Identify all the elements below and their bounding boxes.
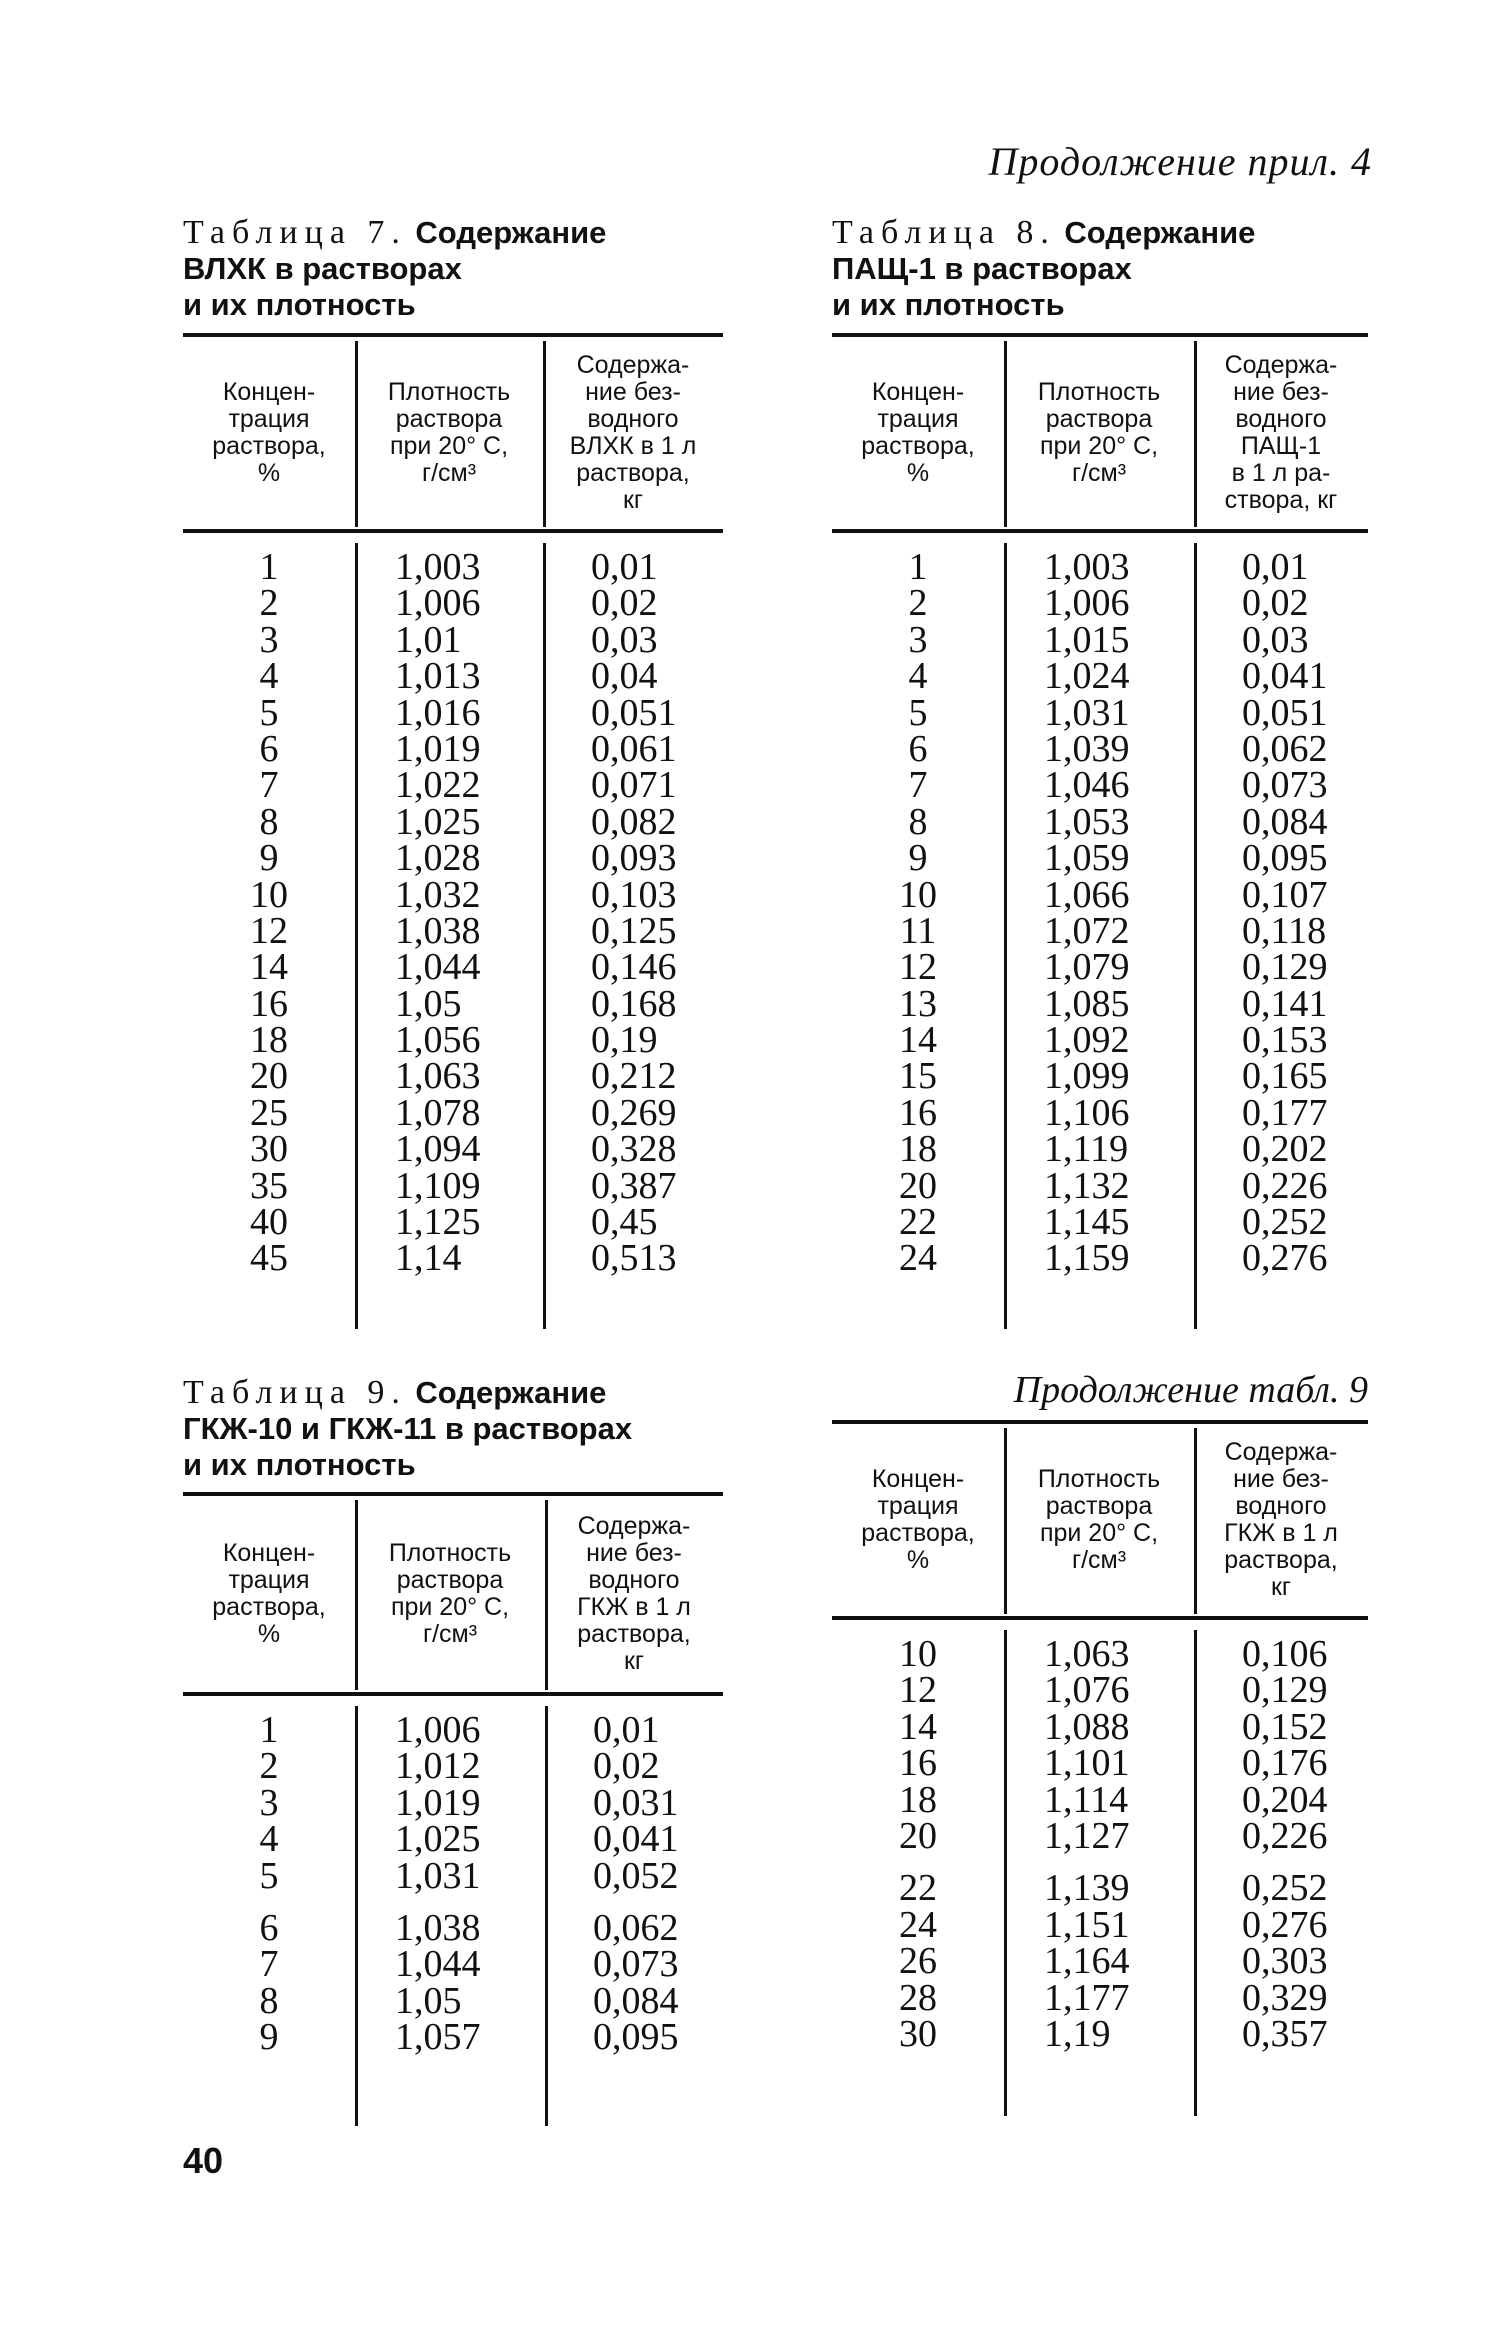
content-cell: 0,073 [593, 1943, 679, 1986]
content-cell: 0,052 [593, 1854, 679, 1897]
table-row [832, 1091, 1368, 1134]
table-header-cell: Концен- трация раствора, % [861, 378, 975, 487]
table-row [832, 1669, 1368, 1712]
content-cell: 0,212 [591, 1055, 677, 1098]
table-row [183, 1164, 723, 1207]
table-row [832, 582, 1368, 625]
density-cell: 1,159 [1044, 1237, 1130, 1280]
concentration-cell: 5 [259, 691, 279, 734]
density-cell: 1,053 [1044, 800, 1130, 843]
density-cell: 1,028 [395, 837, 481, 880]
concentration-cell: 4 [259, 1818, 279, 1861]
table-row [832, 1019, 1368, 1062]
content-cell: 0,095 [593, 2016, 679, 2059]
concentration-cell: 9 [908, 837, 928, 880]
table-row [183, 1709, 723, 1751]
table-row [183, 1201, 723, 1244]
concentration-cell: 8 [908, 800, 928, 843]
density-cell: 1,119 [1044, 1128, 1129, 1171]
concentration-cell: 3 [259, 1781, 279, 1824]
content-cell: 0,041 [1242, 655, 1328, 698]
table-header-cell: Концен- трация раствора, % [212, 378, 326, 487]
concentration-cell: 16 [899, 1091, 937, 1134]
table-row [183, 764, 723, 807]
density-cell: 1,085 [1044, 982, 1130, 1025]
table-row [832, 1814, 1368, 1857]
table-row [183, 1818, 723, 1861]
content-cell: 0,152 [1242, 1705, 1328, 1748]
density-cell: 1,038 [395, 1906, 481, 1949]
table-row [183, 909, 723, 952]
content-cell: 0,118 [1242, 909, 1327, 952]
concentration-cell: 10 [899, 873, 937, 916]
concentration-cell: 35 [250, 1164, 288, 1207]
table8-caption-title: Содержание ПАЩ-1 в растворах и их плотность [832, 215, 1256, 322]
table-row [183, 800, 723, 843]
content-cell: 0,095 [1242, 837, 1328, 880]
content-cell: 0,252 [1242, 1867, 1328, 1910]
content-cell: 0,45 [591, 1201, 658, 1244]
density-cell: 1,059 [1044, 837, 1130, 880]
content-cell: 0,269 [591, 1091, 677, 1134]
table-header-cell: Содержа- ние без- водного ГКЖ в 1 л раствора, кг [1224, 1438, 1338, 1601]
table-header-cell: Плотность раствора при 20° С, г/см³ [1037, 1465, 1161, 1574]
table8 [832, 333, 1368, 1333]
concentration-cell: 2 [259, 1745, 279, 1788]
content-cell: 0,02 [1242, 582, 1309, 625]
content-cell: 0,252 [1242, 1201, 1328, 1244]
concentration-cell: 4 [908, 655, 928, 698]
content-cell: 0,129 [1242, 1669, 1328, 1712]
concentration-cell: 7 [259, 1943, 279, 1986]
table-row [832, 1633, 1368, 1675]
concentration-cell: 18 [250, 1019, 288, 1062]
concentration-cell: 12 [899, 946, 937, 989]
density-cell: 1,14 [395, 1237, 462, 1280]
table-row [832, 1705, 1368, 1748]
page-header: Продолжение прил. 4 [988, 139, 1372, 184]
table-row [183, 1854, 723, 1897]
density-cell: 1,139 [1044, 1867, 1130, 1910]
density-cell: 1,044 [395, 1943, 481, 1986]
table-row [832, 946, 1368, 989]
concentration-cell: 3 [908, 618, 928, 661]
table-row [832, 727, 1368, 770]
table9-caption-title: Содержание ГКЖ-10 и ГКЖ-11 в растворах и их плотность [183, 1375, 633, 1482]
table-body [832, 546, 1368, 1280]
table-row [832, 618, 1368, 661]
content-cell: 0,093 [591, 837, 677, 880]
concentration-cell: 6 [259, 1906, 279, 1949]
density-cell: 1,006 [395, 1709, 481, 1751]
content-cell: 0,328 [591, 1128, 677, 1171]
density-cell: 1,032 [395, 873, 481, 916]
content-cell: 0,226 [1242, 1164, 1328, 1207]
table-header-cell: Концен- трация раствора, % [212, 1539, 326, 1648]
content-cell: 0,129 [1242, 946, 1328, 989]
table8-caption [832, 215, 1392, 323]
table-header-cell: Содержа- ние без- водного ПАЩ-1 в 1 л ра- створа, кг [1224, 351, 1338, 514]
concentration-cell: 24 [899, 1237, 937, 1280]
table-row [832, 2012, 1368, 2055]
density-cell: 1,127 [1044, 1814, 1130, 1857]
table-row [183, 727, 723, 770]
density-cell: 1,046 [1044, 764, 1130, 807]
concentration-cell: 40 [250, 1201, 288, 1244]
table9 [183, 1492, 723, 2132]
density-cell: 1,132 [1044, 1164, 1130, 1207]
content-cell: 0,357 [1242, 2012, 1328, 2055]
concentration-cell: 8 [259, 1979, 279, 2022]
concentration-cell: 24 [899, 1903, 937, 1946]
concentration-cell: 1 [259, 546, 279, 588]
density-cell: 1,003 [395, 546, 481, 588]
density-cell: 1,05 [395, 982, 462, 1025]
table-row [832, 1778, 1368, 1821]
concentration-cell: 20 [899, 1814, 937, 1857]
table-top-rule [832, 333, 1368, 337]
content-cell: 0,062 [593, 1906, 679, 1949]
density-cell: 1,056 [395, 1019, 481, 1062]
content-cell: 0,106 [1242, 1633, 1328, 1675]
density-cell: 1,038 [395, 909, 481, 952]
density-cell: 1,025 [395, 800, 481, 843]
content-cell: 0,061 [591, 727, 677, 770]
table-row [832, 1201, 1368, 1244]
concentration-cell: 15 [899, 1055, 937, 1098]
density-cell: 1,072 [1044, 909, 1130, 952]
content-cell: 0,276 [1242, 1237, 1328, 1280]
concentration-cell: 30 [899, 2012, 937, 2055]
table-row [183, 1019, 723, 1062]
concentration-cell: 26 [899, 1940, 937, 1983]
concentration-cell: 10 [250, 873, 288, 916]
concentration-cell: 2 [908, 582, 928, 625]
content-cell: 0,071 [591, 764, 677, 807]
content-cell: 0,153 [1242, 1019, 1328, 1062]
table-row [832, 982, 1368, 1025]
table-row [832, 1940, 1368, 1983]
table-row [832, 655, 1368, 698]
content-cell: 0,168 [591, 982, 677, 1025]
content-cell: 0,02 [593, 1745, 660, 1788]
density-cell: 1,125 [395, 1201, 481, 1244]
table-row [183, 1781, 723, 1824]
table-row [183, 1091, 723, 1134]
concentration-cell: 2 [259, 582, 279, 625]
concentration-cell: 20 [250, 1055, 288, 1098]
density-cell: 1,012 [395, 1745, 481, 1788]
concentration-cell: 12 [899, 1669, 937, 1712]
density-cell: 1,094 [395, 1128, 481, 1171]
table-row [183, 873, 723, 916]
table-header-cell: Плотность раствора при 20° С, г/см³ [387, 378, 511, 487]
density-cell: 1,076 [1044, 1669, 1130, 1712]
content-cell: 0,141 [1242, 982, 1328, 1025]
content-cell: 0,125 [591, 909, 677, 952]
content-cell: 0,303 [1242, 1940, 1328, 1983]
density-cell: 1,114 [1044, 1778, 1129, 1821]
concentration-cell: 9 [259, 837, 279, 880]
table-row [832, 1903, 1368, 1946]
content-cell: 0,01 [591, 546, 658, 588]
table-row [183, 1745, 723, 1788]
table-row [183, 982, 723, 1025]
concentration-cell: 22 [899, 1867, 937, 1910]
density-cell: 1,057 [395, 2016, 481, 2059]
concentration-cell: 5 [908, 691, 928, 734]
concentration-cell: 3 [259, 618, 279, 661]
concentration-cell: 30 [250, 1128, 288, 1171]
table-body [183, 546, 723, 1280]
content-cell: 0,073 [1242, 764, 1328, 807]
density-cell: 1,022 [395, 764, 481, 807]
table7-caption-title: Содержание ВЛХК в растворах и их плотность [183, 215, 607, 322]
content-cell: 0,084 [1242, 800, 1328, 843]
table-header-rule [183, 1692, 723, 1696]
content-cell: 0,03 [591, 618, 658, 661]
concentration-cell: 28 [899, 1976, 937, 2019]
content-cell: 0,031 [593, 1781, 679, 1824]
content-cell: 0,103 [591, 873, 677, 916]
concentration-cell: 11 [899, 909, 937, 952]
density-cell: 1,039 [1044, 727, 1130, 770]
density-cell: 1,092 [1044, 1019, 1130, 1062]
content-cell: 0,226 [1242, 1814, 1328, 1857]
table-row [832, 1867, 1368, 1910]
density-cell: 1,063 [1044, 1633, 1130, 1675]
table-row [832, 1055, 1368, 1098]
density-cell: 1,066 [1044, 873, 1130, 916]
table-row [183, 691, 723, 734]
density-cell: 1,024 [1044, 655, 1130, 698]
content-cell: 0,02 [591, 582, 658, 625]
concentration-cell: 6 [259, 727, 279, 770]
density-cell: 1,044 [395, 946, 481, 989]
content-cell: 0,513 [591, 1237, 677, 1280]
content-cell: 0,084 [593, 1979, 679, 2022]
concentration-cell: 6 [908, 727, 928, 770]
table-row [832, 1164, 1368, 1207]
content-cell: 0,387 [591, 1164, 677, 1207]
content-cell: 0,041 [593, 1818, 679, 1861]
content-cell: 0,329 [1242, 1976, 1328, 2019]
content-cell: 0,04 [591, 655, 658, 698]
table-top-rule [183, 333, 723, 337]
density-cell: 1,01 [395, 618, 462, 661]
table-row [183, 546, 723, 588]
concentration-cell: 8 [259, 800, 279, 843]
table-row [183, 655, 723, 698]
content-cell: 0,051 [591, 691, 677, 734]
concentration-cell: 22 [899, 1201, 937, 1244]
density-cell: 1,177 [1044, 1976, 1130, 2019]
content-cell: 0,19 [591, 1019, 658, 1062]
content-cell: 0,01 [1242, 546, 1309, 588]
table-header-rule [832, 1616, 1368, 1620]
concentration-cell: 5 [259, 1854, 279, 1897]
table-row [183, 1943, 723, 1986]
content-cell: 0,165 [1242, 1055, 1328, 1098]
concentration-cell: 16 [899, 1742, 937, 1785]
density-cell: 1,016 [395, 691, 481, 734]
content-cell: 0,082 [591, 800, 677, 843]
table9-caption [183, 1375, 743, 1483]
content-cell: 0,107 [1242, 873, 1328, 916]
concentration-cell: 18 [899, 1128, 937, 1171]
table-row [832, 800, 1368, 843]
table-body [832, 1633, 1368, 2055]
table-header-rule [183, 529, 723, 533]
table-row [183, 618, 723, 661]
density-cell: 1,025 [395, 1818, 481, 1861]
concentration-cell: 12 [250, 909, 288, 952]
table-row [832, 873, 1368, 916]
table-row [183, 1979, 723, 2022]
table8-caption-label: Таблица 8. [832, 214, 1056, 251]
page-number: 40 [183, 2140, 224, 2181]
density-cell: 1,05 [395, 1979, 462, 2022]
concentration-cell: 4 [259, 655, 279, 698]
table-body [183, 1709, 723, 2059]
concentration-cell: 14 [899, 1019, 937, 1062]
table-top-rule [832, 1420, 1368, 1424]
table-row [832, 1742, 1368, 1785]
content-cell: 0,01 [593, 1709, 660, 1751]
concentration-cell: 7 [259, 764, 279, 807]
density-cell: 1,019 [395, 1781, 481, 1824]
density-cell: 1,101 [1044, 1742, 1130, 1785]
concentration-cell: 1 [908, 546, 928, 588]
table7-caption-label: Таблица 7. [183, 214, 407, 251]
table-row [183, 1055, 723, 1098]
table-row [832, 1128, 1368, 1171]
density-cell: 1,019 [395, 727, 481, 770]
table-header-rule [832, 529, 1368, 533]
table-row [832, 1976, 1368, 2019]
density-cell: 1,145 [1044, 1201, 1130, 1244]
table-header-cell: Содержа- ние без- водного ВЛХК в 1 л раствора, кг [569, 351, 697, 514]
density-cell: 1,099 [1044, 1055, 1130, 1098]
content-cell: 0,146 [591, 946, 677, 989]
density-cell: 1,063 [395, 1055, 481, 1098]
density-cell: 1,088 [1044, 1705, 1130, 1748]
table-row [832, 909, 1368, 952]
content-cell: 0,051 [1242, 691, 1328, 734]
table-row [183, 946, 723, 989]
content-cell: 0,177 [1242, 1091, 1328, 1134]
density-cell: 1,006 [395, 582, 481, 625]
density-cell: 1,164 [1044, 1940, 1130, 1983]
density-cell: 1,015 [1044, 618, 1130, 661]
table-row [832, 546, 1368, 588]
table-row [183, 1906, 723, 1949]
density-cell: 1,031 [1044, 691, 1130, 734]
table-row [183, 1128, 723, 1171]
concentration-cell: 20 [899, 1164, 937, 1207]
content-cell: 0,062 [1242, 727, 1328, 770]
density-cell: 1,19 [1044, 2012, 1111, 2055]
table-header-cell: Плотность раствора при 20° С, г/см³ [1037, 378, 1161, 487]
concentration-cell: 16 [250, 982, 288, 1025]
content-cell: 0,202 [1242, 1128, 1328, 1171]
content-cell: 0,276 [1242, 1903, 1328, 1946]
table-row [832, 691, 1368, 734]
concentration-cell: 7 [908, 764, 928, 807]
concentration-cell: 1 [259, 1709, 279, 1751]
table7 [183, 333, 723, 1333]
density-cell: 1,003 [1044, 546, 1130, 588]
density-cell: 1,079 [1044, 946, 1130, 989]
density-cell: 1,109 [395, 1164, 481, 1207]
concentration-cell: 10 [899, 1633, 937, 1675]
table-header-cell: Концен- трация раствора, % [861, 1465, 975, 1574]
table9-cont-caption: Продолжение табл. 9 [1013, 1369, 1368, 1411]
content-cell: 0,176 [1242, 1742, 1328, 1785]
concentration-cell: 14 [899, 1705, 937, 1748]
table7-caption [183, 215, 743, 323]
table-header-cell: Содержа- ние без- водного ГКЖ в 1 л раствора, кг [577, 1512, 691, 1675]
table9-caption-label: Таблица 9. [183, 1374, 407, 1411]
concentration-cell: 45 [250, 1237, 288, 1280]
table-row [183, 837, 723, 880]
concentration-cell: 25 [250, 1091, 288, 1134]
table-top-rule [183, 1492, 723, 1496]
concentration-cell: 13 [899, 982, 937, 1025]
table-row [183, 582, 723, 625]
table-row [832, 837, 1368, 880]
density-cell: 1,006 [1044, 582, 1130, 625]
table9-continued [832, 1420, 1368, 2120]
density-cell: 1,106 [1044, 1091, 1130, 1134]
density-cell: 1,013 [395, 655, 481, 698]
content-cell: 0,204 [1242, 1778, 1328, 1821]
density-cell: 1,078 [395, 1091, 481, 1134]
table-row [832, 1237, 1368, 1280]
table-row [183, 1237, 723, 1280]
table-header-cell: Плотность раствора при 20° С, г/см³ [388, 1539, 512, 1648]
concentration-cell: 14 [250, 946, 288, 989]
table-row [832, 764, 1368, 807]
concentration-cell: 18 [899, 1778, 937, 1821]
density-cell: 1,151 [1044, 1903, 1130, 1946]
content-cell: 0,03 [1242, 618, 1309, 661]
table-row [183, 2016, 723, 2059]
concentration-cell: 9 [259, 2016, 279, 2059]
density-cell: 1,031 [395, 1854, 481, 1897]
